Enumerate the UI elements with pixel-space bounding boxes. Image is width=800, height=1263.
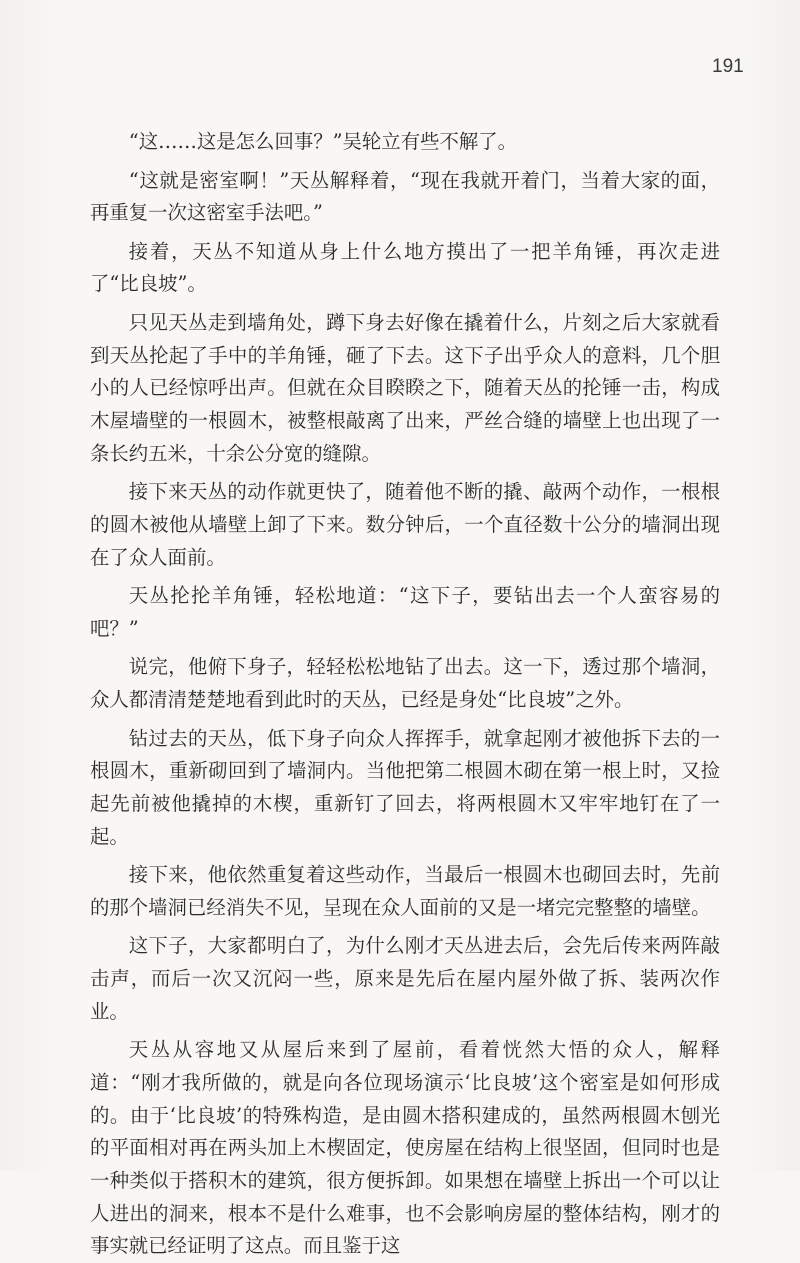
paragraph: “这……这是怎么回事？”吴轮立有些不解了。 xyxy=(128,130,518,153)
paragraph: 接下来天丛的动作就更快了，随着他不断的撬、敲两个动作，一根根的圆木被他从墙壁上卸了下来。数分钟后，一个直径数十公分的墙洞出现在了众人面前。 xyxy=(90,480,720,569)
body-text xyxy=(90,126,720,1263)
paragraph: 天丛从容地又从屋后来到了屋前，看着恍然大悟的众人，解释道：“刚才我所做的，就是向各位现场演示‘比良坡’这个密室是如何形成的。由于‘比良坡’的特殊构造，是由圆木搭积建成的，虽然两根圆木刨光的平面相对再在两头加上木楔固定，使房屋在结构上很坚固，但同时也是一种类似于搭积木的建筑，很方便拆卸。如果想在墙壁上拆出一个可以让人进出的洞来，根本不是什么难事，也不会影响房屋的整体结构，刚才的事实就已经证明了这点。而且鉴于这 xyxy=(90,1038,720,1258)
page-number: 191 xyxy=(712,56,744,77)
paragraph: 这下子，大家都明白了，为什么刚才天丛进去后，会先后传来两阵敲击声，而后一次又沉闷一些，原来是先后在屋内屋外做了拆、装两次作业。 xyxy=(90,934,720,1023)
paragraph: 接下来，他依然重复着这些动作，当最后一根圆木也砌回去时，先前的那个墙洞已经消失不见，呈现在众人面前的又是一堵完完整整的墙壁。 xyxy=(90,863,720,919)
paragraph: 只见天丛走到墙角处，蹲下身去好像在撬着什么，片刻之后大家就看到天丛抡起了手中的羊角锤，砸了下去。这下子出乎众人的意料，几个胆小的人已经惊呼出声。但就在众目睽睽之下，随着天丛的抡锤一击，构成木屋墙壁的一根圆木，被整根敲离了出来，严丝合缝的墙壁上也出现了一条长约五米，十余公分宽的缝隙。 xyxy=(90,310,720,465)
paragraph: 钻过去的天丛，低下身子向众人挥挥手，就拿起刚才被他拆下去的一根圆木，重新砌回到了墙洞内。当他把第二根圆木砌在第一根上时，又捡起先前被他撬掉的木楔，重新钉了回去，将两根圆木又牢牢地钉在了一起。 xyxy=(90,726,720,848)
paragraph: 说完，他俯下身子，轻轻松松地钻了出去。这一下，透过那个墙洞，众人都清清楚楚地看到此时的天丛，已经是身处“比良坡”之外。 xyxy=(90,655,720,712)
paragraph: 天丛抡抡羊角锤，轻松地道：“这下子，要钻出去一个人蛮容易的吧？” xyxy=(90,584,720,640)
paragraph: 接着，天丛不知道从身上什么地方摸出了一把羊角锤，再次走进了“比良坡”。 xyxy=(90,239,720,296)
paragraph: “这就是密室啊！”天丛解释着，“现在我就开着门，当着大家的面，再重复一次这密室手法吧。” xyxy=(90,168,720,225)
